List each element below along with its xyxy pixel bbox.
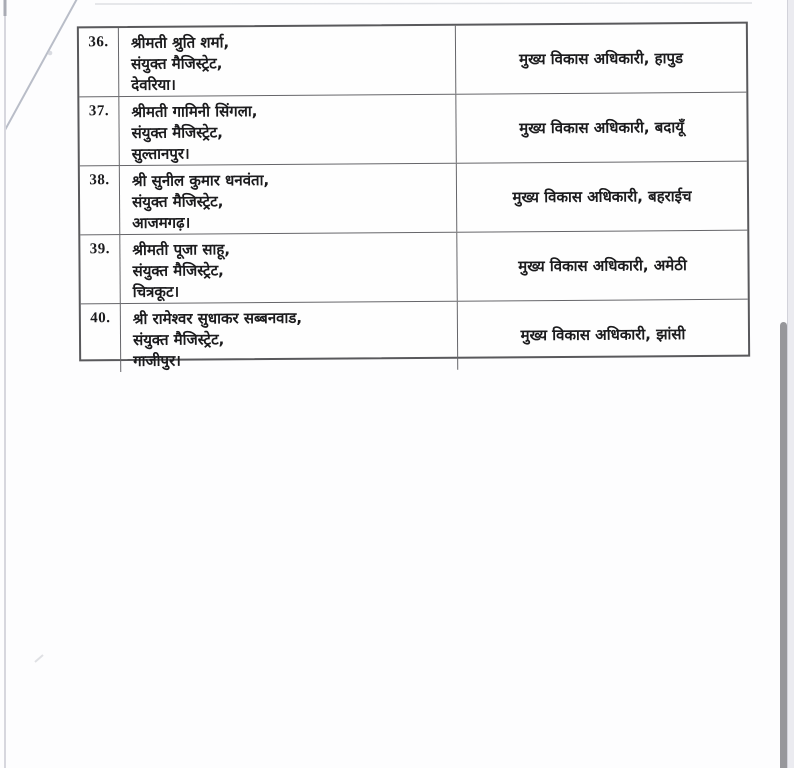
table-row [80, 231, 747, 305]
officer-cell [120, 233, 457, 303]
officer-district: आजमगढ़। [132, 213, 191, 232]
officer-cell [121, 302, 458, 372]
officer-district: देवरिया। [131, 75, 176, 94]
officer-name: श्रीमती गामिनी सिंगला, [131, 102, 258, 121]
serial-cell: 39. [80, 235, 120, 303]
scan-crease-line [5, 0, 78, 130]
officer-name: श्री रामेश्वर सुधाकर सब्बनवाड, [132, 308, 303, 328]
posting-cell: मुख्य विकास अधिकारी, हापुड [519, 49, 684, 69]
officer-designation: संयुक्त मैजिस्ट्रेट, [131, 54, 223, 73]
table-row [81, 300, 748, 373]
posting-cell: मुख्य विकास अधिकारी, बहराईच [512, 187, 692, 207]
officer-name: श्रीमती श्रुति शर्मा, [130, 33, 230, 52]
officer-cell [119, 95, 456, 165]
officer-district: सुल्तानपुर। [131, 144, 190, 163]
officer-transfer-table [77, 22, 750, 370]
scan-top-smudge [95, 3, 752, 4]
officer-cell [119, 26, 456, 96]
serial-cell: 40. [81, 304, 121, 372]
officer-cell [120, 164, 457, 234]
scan-speck-dash [35, 655, 43, 662]
scan-speck [48, 51, 53, 56]
serial-cell: 37. [79, 97, 119, 165]
posting-cell: मुख्य विकास अधिकारी, झांसी [520, 325, 686, 345]
scrollbar-track[interactable] [787, 0, 794, 768]
posting-cell: मुख्य विकास अधिकारी, अमेठी [518, 256, 687, 276]
officer-designation: संयुक्त मैजिस्ट्रेट, [132, 192, 224, 211]
officer-designation: संयुक्त मैजिस्ट्रेट, [132, 261, 224, 280]
scrollbar-thumb[interactable] [780, 322, 787, 768]
table-row [79, 24, 746, 98]
table-row [80, 162, 747, 236]
officer-name: श्री सुनील कुमार धनवंता, [131, 171, 270, 190]
serial-cell: 36. [79, 28, 119, 96]
officer-name: श्रीमती पूजा साहू, [132, 240, 231, 259]
officer-designation: संयुक्त मैजिस्ट्रेट, [131, 123, 223, 142]
officer-designation: संयुक्त मैजिस्ट्रेट, [132, 330, 225, 349]
table-row [79, 93, 746, 167]
posting-cell: मुख्य विकास अधिकारी, बदायूँ [519, 118, 684, 138]
officer-district: चित्रकूट। [132, 282, 180, 301]
serial-cell: 38. [80, 166, 120, 234]
officer-district: गाजीपुर। [133, 351, 181, 370]
